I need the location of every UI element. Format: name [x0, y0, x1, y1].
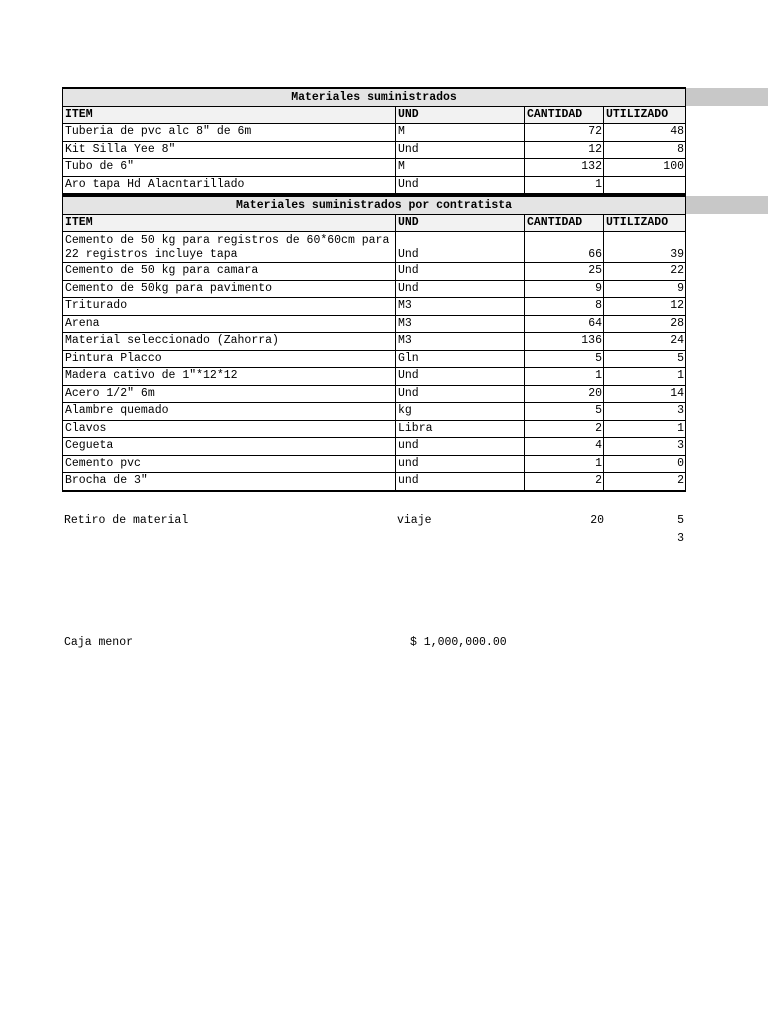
- cell-utilizado: 48: [604, 124, 686, 142]
- cell-item: Tubo de 6": [63, 159, 396, 177]
- header-und: UND: [396, 215, 525, 232]
- table-row: [63, 438, 686, 456]
- cell-item: Brocha de 3": [63, 473, 396, 491]
- cell-und: Und: [396, 263, 525, 281]
- table-row: [63, 298, 686, 316]
- table-row: [63, 159, 686, 177]
- header-item: ITEM: [63, 215, 396, 232]
- table-row: [63, 350, 686, 368]
- header-cantidad: CANTIDAD: [525, 107, 604, 124]
- cell-cantidad: 25: [525, 263, 604, 281]
- cell-und: Und: [396, 280, 525, 298]
- header-cantidad: CANTIDAD: [525, 215, 604, 232]
- cell-utilizado: 100: [604, 159, 686, 177]
- cell-cantidad: 136: [525, 333, 604, 351]
- retiro-cantidad: 20: [590, 514, 604, 527]
- gray-strip-1: [684, 88, 768, 106]
- cell-und: kg: [396, 403, 525, 421]
- cell-cantidad: 1: [525, 176, 604, 194]
- cell-cantidad: 12: [525, 141, 604, 159]
- header-utilizado: UTILIZADO: [604, 215, 686, 232]
- cell-item: Alambre quemado: [63, 403, 396, 421]
- cell-cantidad: 4: [525, 438, 604, 456]
- cell-und: und: [396, 438, 525, 456]
- retiro-und: viaje: [397, 514, 432, 527]
- cell-und: Und: [396, 141, 525, 159]
- cell-cantidad: 8: [525, 298, 604, 316]
- cell-utilizado: 24: [604, 333, 686, 351]
- table-row: [63, 420, 686, 438]
- cell-cantidad: 5: [525, 403, 604, 421]
- table-row: [63, 455, 686, 473]
- cell-cantidad: 1: [525, 368, 604, 386]
- cell-und: M3: [396, 333, 525, 351]
- cell-utilizado: 2: [604, 473, 686, 491]
- table-row: [63, 124, 686, 142]
- table-row: [63, 315, 686, 333]
- cell-item: Madera cativo de 1"*12*12: [63, 368, 396, 386]
- cell-cantidad: 9: [525, 280, 604, 298]
- cell-utilizado: 28: [604, 315, 686, 333]
- cell-cantidad: 66: [525, 232, 604, 263]
- cell-cantidad: 72: [525, 124, 604, 142]
- section-title: Materiales suministrados por contratista: [63, 196, 686, 215]
- caja-menor-label: Caja menor: [64, 636, 134, 649]
- cell-cantidad: 2: [525, 473, 604, 491]
- cell-item: Triturado: [63, 298, 396, 316]
- cell-und: Und: [396, 368, 525, 386]
- cell-cantidad: 132: [525, 159, 604, 177]
- table-row: [63, 473, 686, 491]
- cell-item: Cemento de 50 kg para camara: [63, 263, 396, 281]
- cell-utilizado: 3: [604, 403, 686, 421]
- cell-cantidad: 2: [525, 420, 604, 438]
- cell-utilizado: 1: [604, 368, 686, 386]
- cell-und: M3: [396, 315, 525, 333]
- cell-und: M: [396, 124, 525, 142]
- cell-utilizado: 3: [604, 438, 686, 456]
- materiales-suministrados-table: [62, 87, 686, 195]
- header-item: ITEM: [63, 107, 396, 124]
- header-utilizado: UTILIZADO: [604, 107, 686, 124]
- cell-item: Cemento pvc: [63, 455, 396, 473]
- cell-cantidad: 20: [525, 385, 604, 403]
- cell-item: Tuberia de pvc alc 8" de 6m: [63, 124, 396, 142]
- cell-item: Cegueta: [63, 438, 396, 456]
- table-row: [63, 403, 686, 421]
- cell-item: Material seleccionado (Zahorra): [63, 333, 396, 351]
- cell-und: und: [396, 455, 525, 473]
- cell-und: Gln: [396, 350, 525, 368]
- retiro-utilizado: 5: [677, 514, 684, 527]
- table-row: [63, 333, 686, 351]
- cell-item: Kit Silla Yee 8": [63, 141, 396, 159]
- cell-utilizado: 8: [604, 141, 686, 159]
- cell-und: M3: [396, 298, 525, 316]
- cell-und: Und: [396, 176, 525, 194]
- table-row: [63, 385, 686, 403]
- retiro-extra: 3: [677, 532, 684, 545]
- cell-item: Pintura Placco: [63, 350, 396, 368]
- cell-und: Und: [396, 232, 525, 263]
- cell-item: Acero 1/2" 6m: [63, 385, 396, 403]
- cell-utilizado: 22: [604, 263, 686, 281]
- cell-utilizado: 5: [604, 350, 686, 368]
- header-und: UND: [396, 107, 525, 124]
- table-row: [63, 263, 686, 281]
- cell-cantidad: 64: [525, 315, 604, 333]
- table-row: [63, 141, 686, 159]
- cell-und: Und: [396, 385, 525, 403]
- section-title: Materiales suministrados: [63, 88, 686, 107]
- cell-utilizado: 9: [604, 280, 686, 298]
- cell-item: Clavos: [63, 420, 396, 438]
- cell-item: Cemento de 50kg para pavimento: [63, 280, 396, 298]
- cell-utilizado: [604, 176, 686, 194]
- cell-utilizado: 12: [604, 298, 686, 316]
- cell-item: Aro tapa Hd Alacntarillado: [63, 176, 396, 194]
- materiales-contratista-table: [62, 195, 686, 492]
- caja-menor-value: $ 1,000,000.00: [410, 636, 507, 649]
- cell-cantidad: 1: [525, 455, 604, 473]
- cell-item: Cemento de 50 kg para registros de 60*60cm para 22 registros incluye tapa: [63, 232, 396, 263]
- cell-utilizado: 1: [604, 420, 686, 438]
- cell-item: Arena: [63, 315, 396, 333]
- cell-und: und: [396, 473, 525, 491]
- cell-utilizado: 0: [604, 455, 686, 473]
- cell-und: Libra: [396, 420, 525, 438]
- retiro-item: Retiro de material: [64, 514, 189, 527]
- table-row: [63, 176, 686, 194]
- table-row: [63, 232, 686, 263]
- cell-utilizado: 14: [604, 385, 686, 403]
- cell-utilizado: 39: [604, 232, 686, 263]
- cell-und: M: [396, 159, 525, 177]
- gray-strip-2: [684, 196, 768, 214]
- cell-cantidad: 5: [525, 350, 604, 368]
- table-row: [63, 368, 686, 386]
- table-row: [63, 280, 686, 298]
